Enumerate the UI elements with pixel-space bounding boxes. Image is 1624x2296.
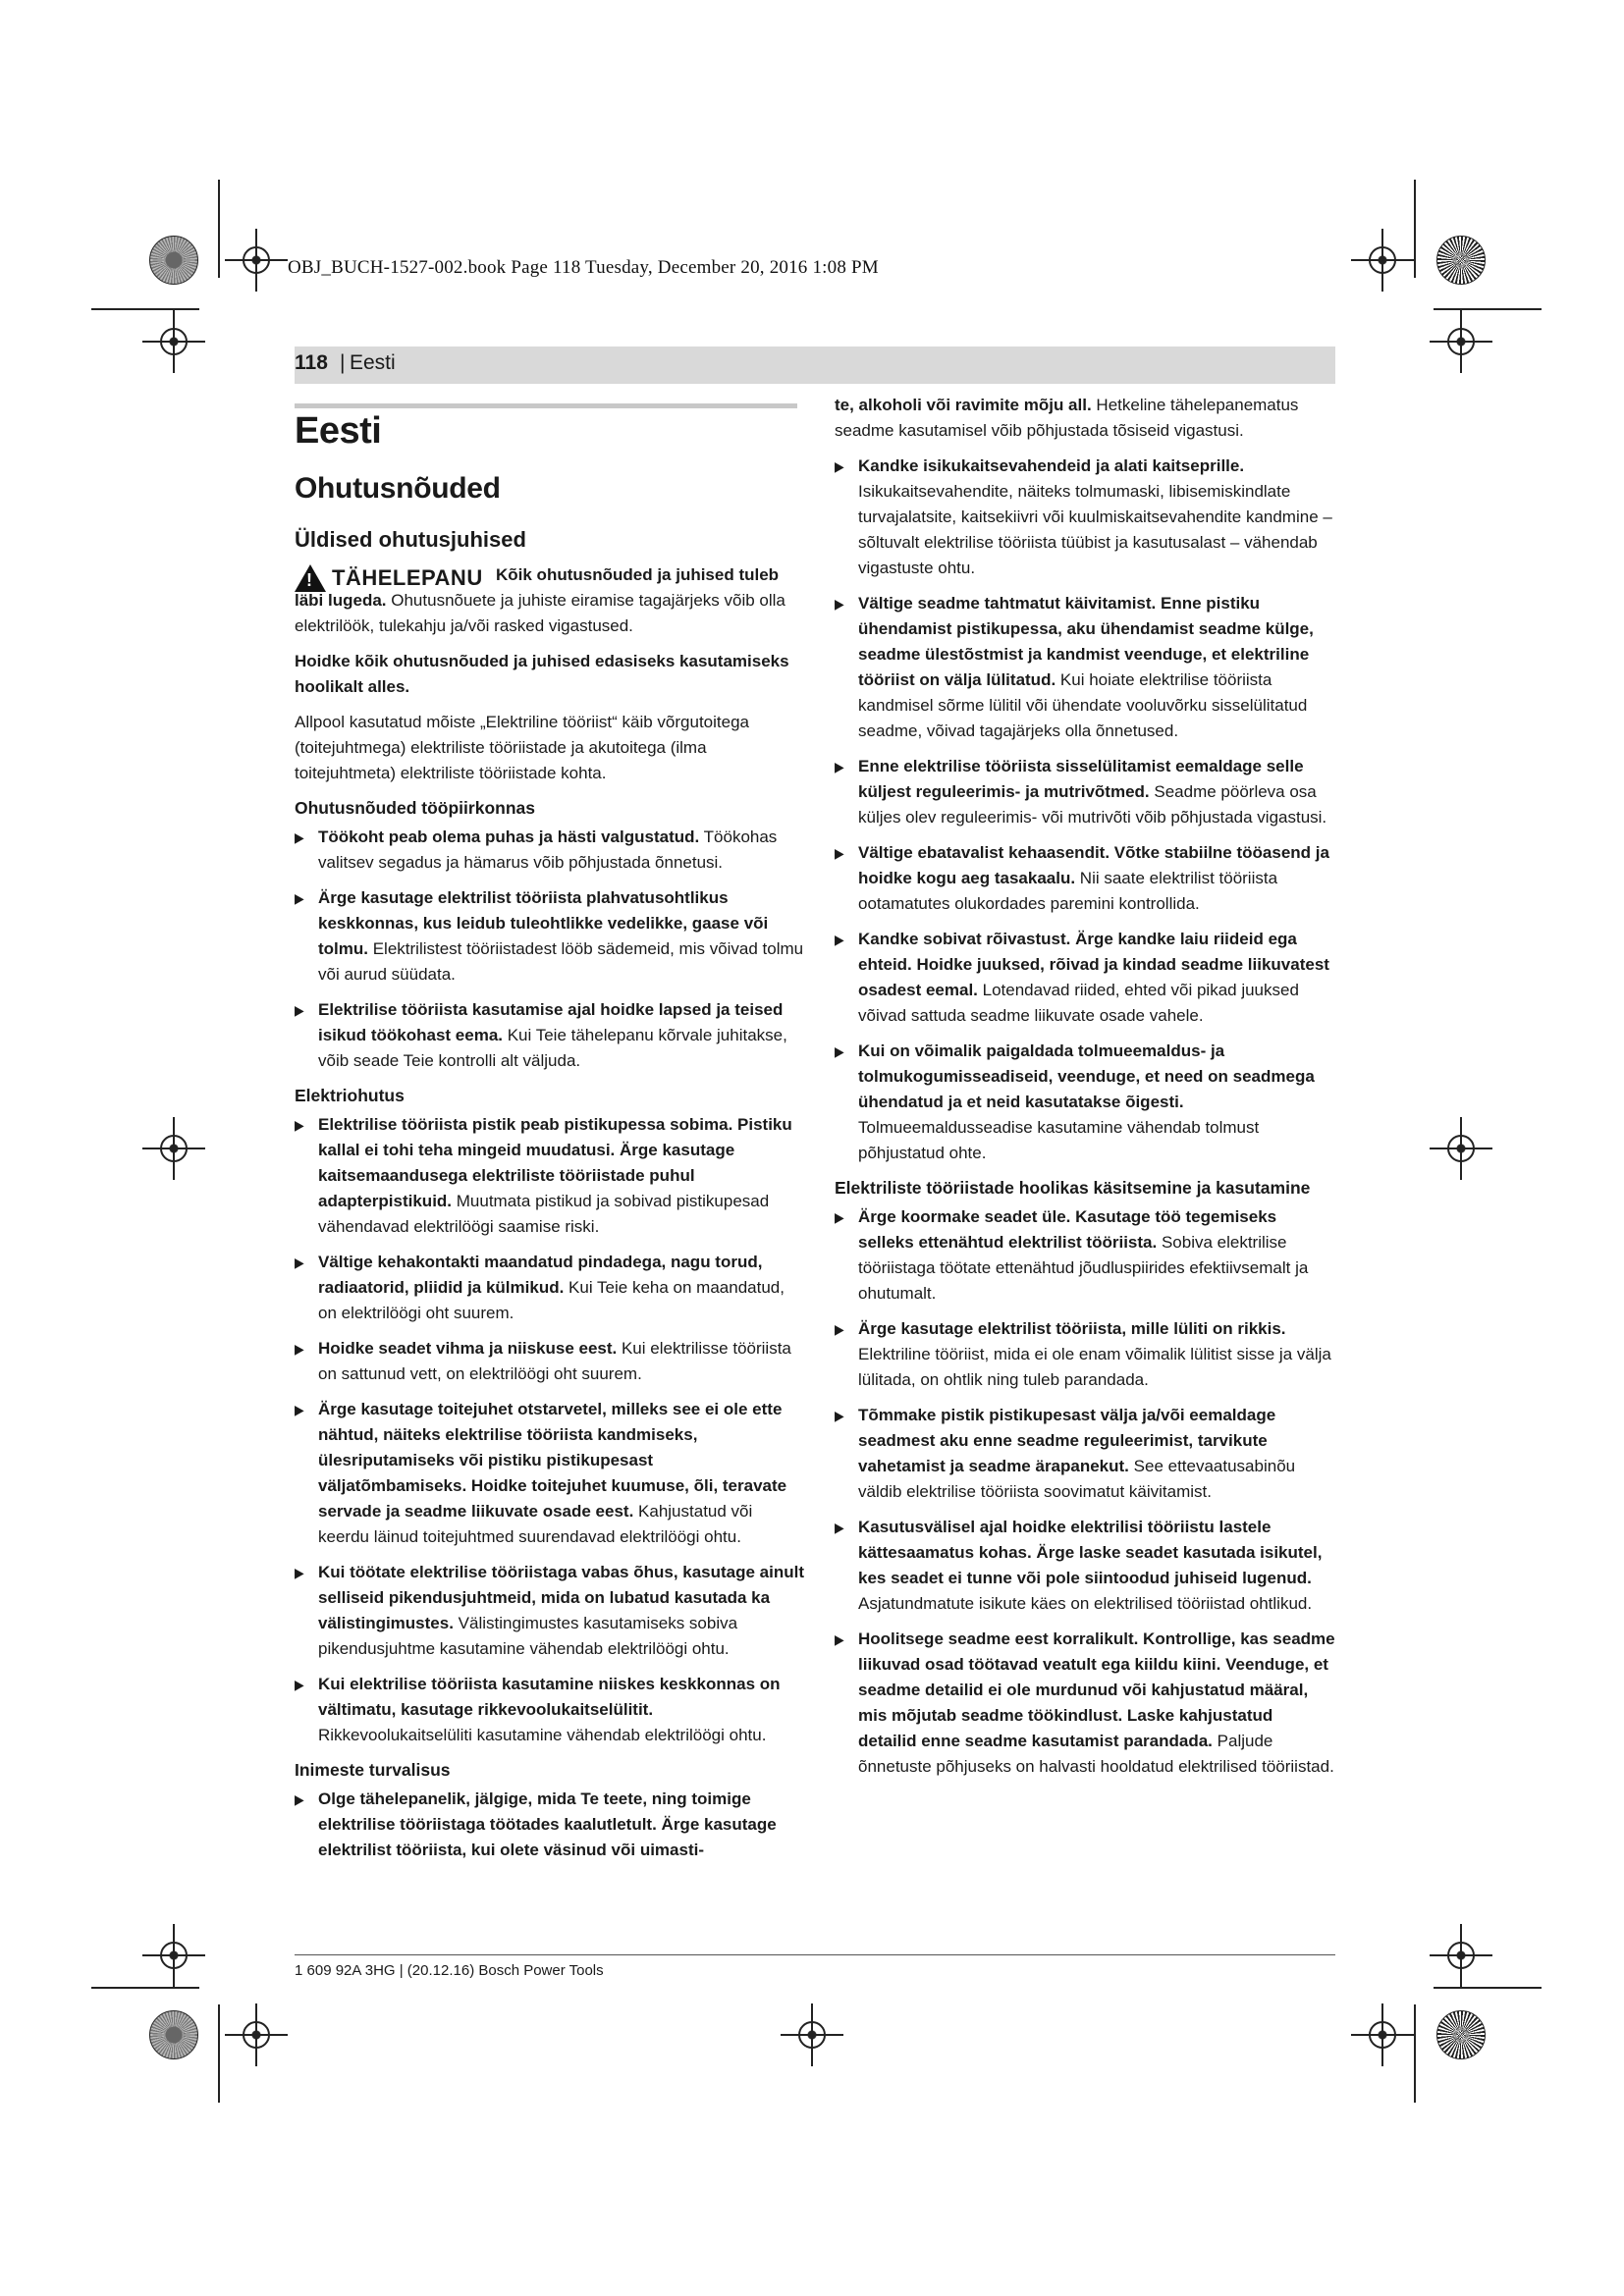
safety-item xyxy=(835,1403,1335,1505)
safety-item-bold: Elektrilise tööriista pistik peab pistikupessa sobima. Pistiku kallal ei tohi teha mingeid muudatusi. Ärge kasutage kaitsemaandusega elektriliste tööriistade puhul adapterpistikuid. xyxy=(318,1115,792,1210)
crop-mark xyxy=(1434,308,1542,310)
continuation-bold: te, alkoholi või ravimite mõju all. xyxy=(835,396,1092,414)
bullet-arrow-icon: ▶ xyxy=(835,1209,844,1225)
crop-mark xyxy=(1414,180,1416,278)
safety-item-bold: Elektrilise tööriista kasutamise ajal hoidke lapsed ja teised isikud töökohast eema. xyxy=(318,1000,784,1044)
left-column xyxy=(295,410,805,1873)
crosshair-mark-icon xyxy=(1369,246,1396,274)
bullet-arrow-icon: ▶ xyxy=(295,1117,304,1133)
warning-body: Ohutusnõuete ja juhiste eiramise tagajärjeks võib olla elektrilöök, tulekahju ja/või rasked vigastused. xyxy=(295,591,785,635)
safety-item-bold: Ärge koormake seadet üle. Kasutage töö tegemiseks selleks ettenähtud elektrilist tööriista. xyxy=(858,1207,1277,1252)
safety-item-text: Lotendavad riided, ehted või pikad juuksed võivad sattuda seadme liikuvate osade vahele. xyxy=(858,981,1299,1025)
safety-item-text: Elektrilistest tööriistadest lööb sädemeid, mis võivad tolmu või aurud süüdata. xyxy=(318,939,804,984)
safety-item xyxy=(295,1112,805,1240)
safety-item-text: Nii saate elektrilist tööriista ootamatutes olukordades paremini kontrollida. xyxy=(858,869,1278,913)
safety-item xyxy=(835,840,1335,917)
bullet-arrow-icon: ▶ xyxy=(835,458,844,474)
crosshair-mark-icon xyxy=(243,246,270,274)
safety-item xyxy=(295,885,805,988)
bullet-arrow-icon: ▶ xyxy=(295,1002,304,1018)
safety-item-text: Rikkevoolukaitselüliti kasutamine vähendab elektrilöögi ohtu. xyxy=(318,1726,767,1744)
footer-text: 1 609 92A 3HG | (20.12.16) Bosch Power Tools xyxy=(295,1962,604,1979)
safety-item xyxy=(295,1560,805,1662)
work-area-heading: Ohutusnõuded tööpiirkonnas xyxy=(295,798,535,818)
registration-rosette-icon xyxy=(1436,2010,1486,2059)
bullet-arrow-icon: ▶ xyxy=(835,1631,844,1647)
crop-mark xyxy=(1414,2004,1416,2103)
safety-item-bold: Ärge kasutage elektrilist tööriista plahvatusohtlikus keskkonnas, kus leidub tuleohtlikke vedelikke, gaase või tolmu. xyxy=(318,888,769,958)
safety-item-text: Kui Teie keha on maandatud, on elektrilöögi oht suurem. xyxy=(318,1278,785,1322)
safety-item-text: Välistingimustes kasutamiseks sobiva pikendusjuhtme kasutamine vähendab elektrilöögi ohtu. xyxy=(318,1614,738,1658)
bullet-arrow-icon: ▶ xyxy=(835,1321,844,1337)
definition-paragraph: Allpool kasutatud mõiste „Elektriline tööriist“ käib võrgutoitega (toitejuhtmega) elektriliste tööriistade ja akutoitega (ilma toitejuhtmeta) elektriliste tööriistade kohta. xyxy=(295,713,750,782)
section-title: Ohutusnõuded xyxy=(295,472,501,505)
safety-item xyxy=(835,454,1335,581)
safety-item xyxy=(835,754,1335,830)
safety-item xyxy=(295,1336,805,1387)
safety-item-bold: Kandke isikukaitsevahendeid ja alati kaitseprille. xyxy=(858,456,1245,475)
safety-item-text: Kui elektrilisse tööriista on sattunud vett, on elektrilöögi oht suurem. xyxy=(318,1339,791,1383)
bullet-arrow-icon: ▶ xyxy=(295,1341,304,1357)
safety-item-text: Töökohas valitsev segadus ja hämarus võib põhjustada õnnetusi. xyxy=(318,828,778,872)
safety-item xyxy=(295,825,805,876)
header-language: Eesti xyxy=(350,351,396,374)
continuation-text: Hetkeline tähelepanematus seadme kasutamisel võib põhjustada tõsiseid vigastusi. xyxy=(835,396,1299,440)
safety-item-bold: Tõmmake pistik pistikupesast välja ja/või eemaldage seadmest aku enne seadme reguleerimist, tarvikute vahetamist ja seadme ärapanekut. xyxy=(858,1406,1276,1475)
safety-item xyxy=(835,1316,1335,1393)
bullet-arrow-icon: ▶ xyxy=(835,596,844,612)
safety-item xyxy=(835,1039,1335,1166)
crosshair-mark-icon xyxy=(798,2021,826,2049)
bullet-arrow-icon: ▶ xyxy=(295,1791,304,1807)
registration-rosette-icon xyxy=(149,236,198,285)
right-column xyxy=(835,393,1335,1789)
registration-rosette-icon xyxy=(149,2010,198,2059)
bullet-arrow-icon: ▶ xyxy=(835,1043,844,1059)
safety-item xyxy=(295,1250,805,1326)
bullet-arrow-icon: ▶ xyxy=(295,1255,304,1270)
page-number: 118 xyxy=(295,351,328,374)
safety-item-bold: Hoolitsege seadme eest korralikult. Kontrollige, kas seadme liikuvad osad töötavad veatult ega kiildu kiini. Veenduge, et seadme detailid ei ole murdunud või kahjustatud määral, mis mõjutab seadme töökindlust. Laske kahjustatud detailid enne seadme kasutamist parandada. xyxy=(858,1629,1335,1750)
crosshair-mark-icon xyxy=(160,1942,188,1969)
bullet-arrow-icon: ▶ xyxy=(295,1677,304,1692)
safety-item-bold: Ärge kasutage toitejuhet otstarvetel, milleks see ei ole ette nähtud, näiteks elektrilise tööriista kandmiseks, ülesriputamiseks või pistiku pistikupesast väljatõmbamiseks. Hoidke toitejuhet kuumuse, õli, teravate servade ja seadme liikuvate osade eest. xyxy=(318,1400,787,1521)
subsection-title: Üldised ohutusjuhised xyxy=(295,527,526,552)
crop-mark xyxy=(218,180,220,278)
crosshair-mark-icon xyxy=(1447,1942,1475,1969)
personal-list xyxy=(295,1787,805,1863)
safety-item-text: See ettevaatusabinõu väldib elektrilise tööriista soovimatut käivitamist. xyxy=(858,1457,1296,1501)
title-rule xyxy=(295,403,797,408)
safety-item xyxy=(835,1204,1335,1307)
safety-item-bold: Olge tähelepanelik, jälgige, mida Te teete, ning toimige elektrilise tööriistaga töötades kaalutletult. Ärge kasutage elektrilist tööriista, kui olete väsinud või uimasti- xyxy=(318,1789,777,1859)
safety-item-bold: Töökoht peab olema puhas ja hästi valgustatud. xyxy=(318,828,700,846)
bullet-arrow-icon: ▶ xyxy=(835,845,844,861)
safety-item-text: Seadme pöörleva osa küljes olev reguleerimis- või mutrivõti võib põhjustada vigastusi. xyxy=(858,782,1327,827)
warning-bold: Kõik ohutusnõuded ja juhised tuleb läbi lugeda. xyxy=(295,565,780,610)
safety-item-bold: Hoidke seadet vihma ja niiskuse eest. xyxy=(318,1339,618,1358)
safety-item-bold: Kui on võimalik paigaldada tolmueemaldus- ja tolmukogumisseadiseid, veenduge, et need on seadmega ühendatud ja et neid kasutatakse õigesti. xyxy=(858,1041,1315,1111)
crosshair-mark-icon xyxy=(1369,2021,1396,2049)
electrical-list xyxy=(295,1112,805,1748)
crosshair-mark-icon xyxy=(160,1135,188,1162)
safety-item xyxy=(835,591,1335,744)
safety-item-text: Kahjustatud või keerdu läinud toitejuhtmed suurendavad elektrilöögi ohtu. xyxy=(318,1502,753,1546)
crop-mark xyxy=(1434,1987,1542,1989)
safety-item-bold: Vältige ebatavalist kehaasendit. Võtke stabiilne tööasend ja hoidke kogu aeg tasakaalu. xyxy=(858,843,1329,887)
safety-item-bold: Ärge kasutage elektrilist tööriista, mille lüliti on rikkis. xyxy=(858,1319,1286,1338)
bullet-arrow-icon: ▶ xyxy=(295,890,304,906)
bullet-arrow-icon: ▶ xyxy=(835,1520,844,1535)
safety-item xyxy=(295,1397,805,1550)
safety-item-bold: Kasutusvälisel ajal hoidke elektrilisi tööriistu lastele kättesaamatus kohas. Ärge laske seadet kasutada isikutel, kes seadet ei tunne või pole siintoodud juhiseid lugenud. xyxy=(858,1518,1323,1587)
safety-item-text: Asjatundmatute isikute käes on elektrilised tööriistad ohtlikud. xyxy=(858,1594,1313,1613)
safety-item-bold: Kandke sobivat rõivastust. Ärge kandke laiu riideid ega ehteid. Hoidke juuksed, rõivad ja kindad seadme liikuvatest osadest eemal. xyxy=(858,930,1329,999)
safety-item-text: Kui hoiate elektrilise tööriista kandmisel sõrme lülitil või ühendate vooluvõrku sisselülitatud seadme, võivad tagajärjeks olla õnnetused. xyxy=(858,670,1308,740)
safety-item-text: Paljude õnnetuste põhjuseks on halvasti hooldatud elektrilised tööriistad. xyxy=(858,1732,1334,1776)
keep-instructions-text: Hoidke kõik ohutusnõuded ja juhised edasiseks kasutamiseks hoolikalt alles. xyxy=(295,652,789,696)
continuation-paragraph xyxy=(835,393,1335,444)
safety-item xyxy=(835,1515,1335,1617)
safety-item xyxy=(295,1787,805,1863)
safety-item-text: Sobiva elektrilise tööriistaga töötate ettenähtud jõudluspiirides efektiivsemalt ja ohutumalt. xyxy=(858,1233,1309,1303)
safety-item-bold: Kui töötate elektrilise tööriistaga vabas õhus, kasutage ainult selliseid pikendusjuhtmeid, mida on lubatud kasutada ka välistingimustes. xyxy=(318,1563,805,1632)
crop-mark xyxy=(91,308,199,310)
file-slug: OBJ_BUCH-1527-002.book Page 118 Tuesday, December 20, 2016 1:08 PM xyxy=(288,257,879,278)
safety-item-bold: Enne elektrilise tööriista sisselülitamist eemaldage selle küljest reguleerimis- ja mutrivõtmed. xyxy=(858,757,1304,801)
safety-item-text: Isikukaitsevahendite, näiteks tolmumaski, libisemiskindlate turvajalatsite, kaitsekiivri või kuulmiskaitsevahendite kandmine – sõltuvalt elektrilise tööriista tüübist ja kasutusalast – vähendab vigastuste ohtu. xyxy=(858,482,1332,577)
safety-item-text: Elektriline tööriist, mida ei ole enam võimalik lülitist sisse ja välja lülitada, on ohtlik ning tuleb parandada. xyxy=(858,1345,1331,1389)
work-area-list xyxy=(295,825,805,1074)
safety-item xyxy=(835,1627,1335,1780)
header-separator: | xyxy=(340,351,346,374)
keep-instructions xyxy=(295,649,805,700)
crosshair-mark-icon xyxy=(1447,328,1475,355)
bullet-arrow-icon: ▶ xyxy=(835,759,844,774)
crop-mark xyxy=(218,2004,220,2103)
bullet-arrow-icon: ▶ xyxy=(295,829,304,845)
safety-item xyxy=(295,997,805,1074)
crop-mark xyxy=(91,1987,199,1989)
handling-list xyxy=(835,1204,1335,1780)
warning-triangle-icon: ! xyxy=(295,564,326,592)
crosshair-mark-icon xyxy=(1447,1135,1475,1162)
page-title: Eesti xyxy=(295,410,382,452)
bullet-arrow-icon: ▶ xyxy=(835,932,844,947)
safety-item xyxy=(295,1672,805,1748)
warning-label: TÄHELEPANU xyxy=(332,565,483,590)
bullet-arrow-icon: ▶ xyxy=(295,1565,304,1580)
footer-rule xyxy=(295,1954,1335,1955)
safety-item-text: Kui Teie tähelepanu kõrvale juhitakse, võib seade Teie kontrolli alt väljuda. xyxy=(318,1026,787,1070)
electrical-heading: Elektriohutus xyxy=(295,1086,405,1105)
crosshair-mark-icon xyxy=(160,328,188,355)
handling-heading: Elektriliste tööriistade hoolikas käsitsemine ja kasutamine xyxy=(835,1178,1311,1198)
safety-item-text: Muutmata pistikud ja sobivad pistikupesad vähendavad elektrilöögi saamise riski. xyxy=(318,1192,770,1236)
crosshair-mark-icon xyxy=(243,2021,270,2049)
page-header-bar xyxy=(295,347,1335,384)
registration-rosette-icon xyxy=(1436,236,1486,285)
safety-item-bold: Vältige seadme tahtmatut käivitamist. Enne pistiku ühendamist pistikupessa, aku ühendamist seadme külge, seadme ülestõstmist ja kandmist veenduge, et elektriline tööriist on välja lülitatud. xyxy=(858,594,1314,689)
safety-item xyxy=(835,927,1335,1029)
personal-cont-list xyxy=(835,454,1335,1166)
safety-item-bold: Kui elektrilise tööriista kasutamine niiskes keskkonnas on vältimatu, kasutage rikkevoolukaitselülitit. xyxy=(318,1675,781,1719)
bullet-arrow-icon: ▶ xyxy=(835,1408,844,1423)
bullet-arrow-icon: ▶ xyxy=(295,1402,304,1417)
safety-item-text: Tolmueemaldusseadise kasutamine vähendab tolmust põhjustatud ohte. xyxy=(858,1118,1260,1162)
safety-item-bold: Vältige kehakontakti maandatud pindadega, nagu torud, radiaatorid, pliidid ja külmikud. xyxy=(318,1253,763,1297)
personal-heading: Inimeste turvalisus xyxy=(295,1760,451,1780)
